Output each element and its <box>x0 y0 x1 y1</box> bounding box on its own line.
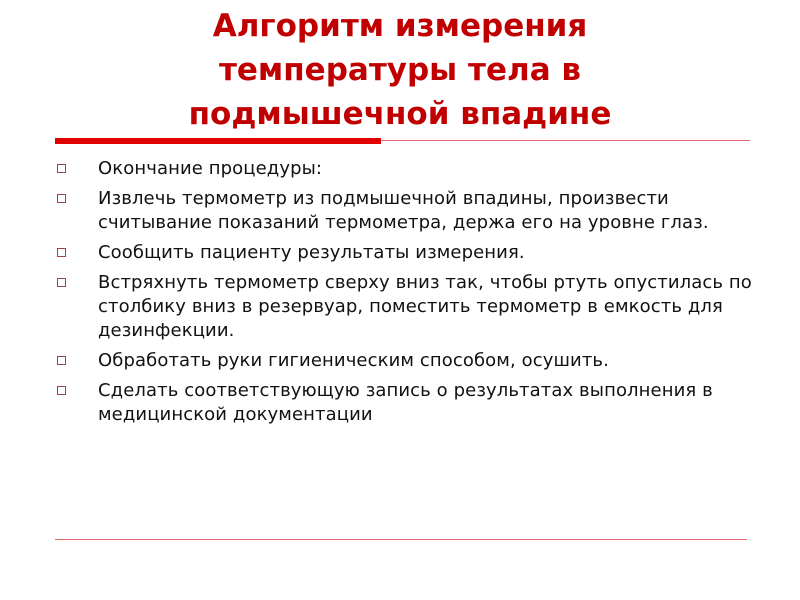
bullet-item-1 <box>54 157 754 181</box>
bullet-text: Сделать соответствующую запись о результатах выполнения в медицинской документации <box>98 380 713 425</box>
square-bullet-icon <box>57 278 66 287</box>
slide-title <box>40 4 760 136</box>
slide-title-line-1: Алгоритм измерения <box>212 8 588 44</box>
bullet-text: Окончание процедуры: <box>98 158 323 179</box>
square-bullet-icon <box>57 386 66 395</box>
slide-title-line-2: температуры тела в <box>218 52 582 88</box>
square-bullet-icon <box>57 164 66 173</box>
square-bullet-icon <box>57 248 66 257</box>
bullet-text: Сообщить пациенту результаты измерения. <box>98 242 525 263</box>
bullet-text: Обработать руки гигиеническим способом, осушить. <box>98 350 609 371</box>
bullet-item-5 <box>54 349 754 373</box>
title-divider-accent <box>55 138 381 144</box>
footer-divider <box>55 539 747 540</box>
bullet-item-4 <box>54 271 754 343</box>
bullet-item-2 <box>54 187 754 235</box>
bullet-item-3 <box>54 241 754 265</box>
bullet-text: Встряхнуть термометр сверху вниз так, чтобы ртуть опустилась по столбику вниз в резервуар, поместить термометр в емкость для дезинфекции. <box>98 272 752 341</box>
square-bullet-icon <box>57 194 66 203</box>
bullet-list <box>54 157 754 433</box>
slide-title-line-3: подмышечной впадине <box>188 96 612 132</box>
bullet-item-6 <box>54 379 754 427</box>
bullet-text: Извлечь термометр из подмышечной впадины, произвести считывание показаний термометра, держа его на уровне глаз. <box>98 188 709 233</box>
square-bullet-icon <box>57 356 66 365</box>
